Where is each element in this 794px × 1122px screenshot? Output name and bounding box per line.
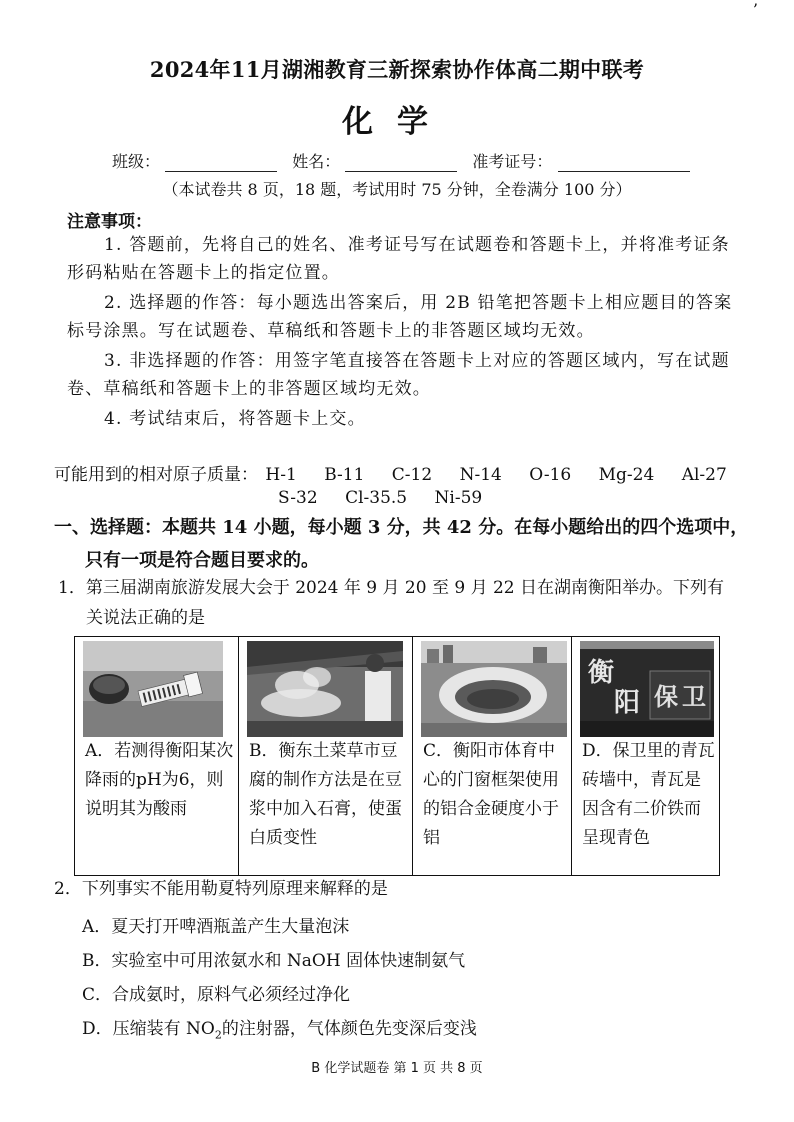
stadium-photo (421, 641, 567, 737)
atomic-masses-line1 (54, 460, 749, 485)
section-heading-line1: 一、选择题：本题共 14 小题，每小题 3 分，共 42 分。在每小题给出的四个选项中， (54, 517, 749, 538)
exam-title: 2024年11月湖湘教育三新探索协作体高二期中联考 (149, 57, 645, 82)
question-2-option-d (82, 1014, 477, 1041)
question-2-option-d-sub: 2 (214, 1028, 222, 1042)
atomic-masses-line2 (278, 488, 504, 508)
class-label: 班级： (112, 152, 161, 171)
sign-char: 卫 (682, 682, 706, 711)
mass-al: Al-27 (681, 465, 727, 485)
mass-mg: Mg-24 (598, 465, 655, 485)
option-c-cell (412, 637, 571, 875)
section-heading-line2: 只有一项是符合题目要求的。 (85, 550, 319, 571)
baoweili-wall-photo (580, 641, 714, 737)
subject-title: 化学 (342, 104, 452, 140)
question-1-stem-line2: 关说法正确的是 (86, 608, 205, 628)
tofu-making-photo (247, 641, 403, 737)
question-2-option-d-pre: D．压缩装有 NO (82, 1019, 215, 1039)
corner-mark: ’ (752, 0, 758, 19)
sign-char: 保 (654, 682, 678, 711)
question-1-stem-line1: 1．第三届湖南旅游发展大会于 2024 年 9 月 20 至 9 月 22 日在湖南衡阳举办。下列有 (58, 578, 725, 598)
section-heading (54, 513, 754, 572)
sign-char: 衡 (588, 658, 615, 688)
class-blank (165, 155, 277, 172)
sign-char: 阳 (614, 688, 641, 718)
option-b-text: B．衡东土菜草市豆腐的制作方法是在豆浆中加入石膏，使蛋白质变性 (249, 741, 402, 848)
question-2-option-a: A．夏天打开啤酒瓶盖产生大量泡沫 (82, 917, 350, 937)
page-footer: B 化学试题卷 第 1 页 共 8 页 (311, 1061, 483, 1076)
option-c-text: C．衡阳市体育中心的门窗框架使用的铝合金硬度小于铝 (423, 741, 559, 848)
notice-item: 3. 非选择题的作答：用签字笔直接答在答题卡上对应的答题区域内，写在试题卷、草稿纸和答题卡上的非答题区域均无效。 (67, 351, 730, 399)
name-blank (345, 155, 457, 172)
question-2-option-b: B．实验室中可用浓氨水和 NaOH 固体快速制氨气 (82, 951, 466, 971)
option-b-cell (238, 637, 412, 875)
exam-info: （本试卷共 8 页，18 题，考试用时 75 分钟，全卷满分 100 分） (162, 180, 632, 199)
notice-item: 4. 考试结束后，将答题卡上交。 (104, 409, 366, 429)
option-d-cell (571, 637, 721, 875)
mass-ni: Ni-59 (434, 488, 483, 508)
mass-o: O-16 (529, 465, 572, 485)
notice-item: 2. 选择题的作答：每小题选出答案后，用 2B 铅笔把答题卡上相应题目的答案标号涂黑。写在试题卷、草稿纸和答题卡上的非答题区域均无效。 (67, 293, 733, 341)
atomic-masses-label: 可能用到的相对原子质量： (54, 465, 258, 485)
option-d-text: D．保卫里的青瓦砖墙中，青瓦是因含有二价铁而呈现青色 (582, 741, 715, 848)
mass-h: H-1 (265, 465, 297, 485)
question-2-option-d-post: 的注射器，气体颜色先变深后变浅 (221, 1019, 477, 1039)
mass-n: N-14 (459, 465, 502, 485)
question-2-option-c: C．合成氨时，原料气必须经过净化 (82, 985, 351, 1005)
mass-cl: Cl-35.5 (345, 488, 408, 508)
notice-heading: 注意事项： (67, 212, 152, 232)
option-a-text: A．若测得衡阳某次降雨的pH为6，则说明其为酸雨 (85, 741, 234, 819)
rain-ph-test-photo (83, 641, 223, 737)
exam-number-blank (558, 155, 690, 172)
exam-number-label: 准考证号： (472, 152, 553, 171)
mass-s: S-32 (278, 488, 318, 508)
option-a-cell (75, 637, 238, 875)
name-label: 姓名： (292, 152, 341, 171)
question-1-options-table (74, 636, 720, 876)
notice-item: 1. 答题前，先将自己的姓名、准考证号写在试题卷和答题卡上，并将准考证条形码粘贴在答题卡上的指定位置。 (67, 235, 730, 283)
student-info-fields (112, 149, 690, 172)
mass-c: C-12 (391, 465, 433, 485)
question-1-stem (58, 573, 748, 633)
mass-b: B-11 (324, 465, 365, 485)
question-2-stem: 2．下列事实不能用勒夏特列原理来解释的是 (54, 879, 388, 899)
